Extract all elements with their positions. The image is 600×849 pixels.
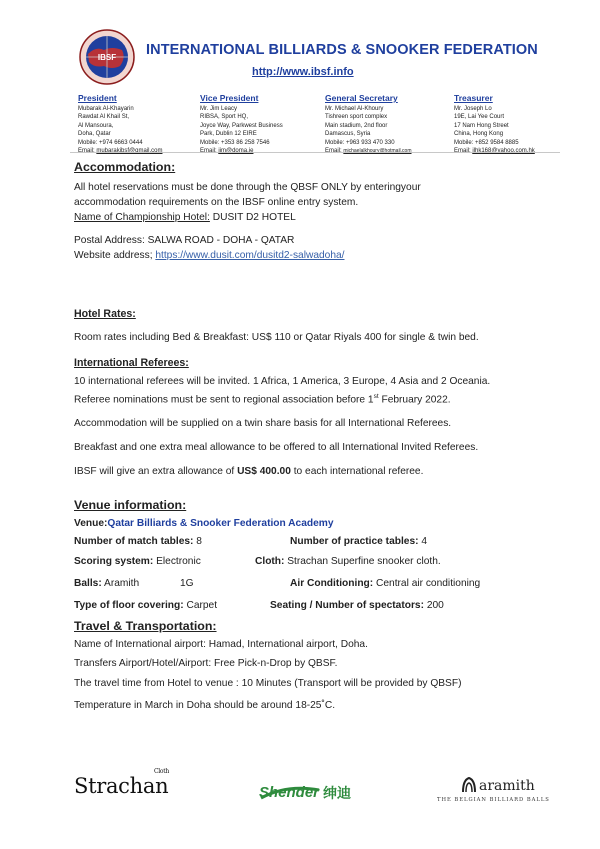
ac-label: Air Conditioning: [290,578,374,589]
aramith-emblem-icon [461,776,477,794]
officer-line: Mobile: +974 6663 0444 [78,139,143,146]
postal-address: Postal Address: SALWA ROAD - DOHA - QATAR [74,235,295,246]
strachan-cloth-label: Cloth [154,768,169,775]
venue-heading: Venue information: [74,498,187,512]
officer-line: Park, Dublin 12 EIRE [200,131,257,138]
ac-value: Central air conditioning [373,578,481,589]
accommodation-text-1: All hotel reservations must be done through the QBSF ONLY by enteringyour [74,182,421,193]
referees-text-2: Referee nominations must be sent to regional association before 1 [74,394,374,406]
referees-date-suffix: st [373,393,379,400]
officer-line: Doha, Qatar [78,131,111,138]
officer-line: Rawdat Al Khail St, [78,114,130,121]
shender-logo [257,780,357,809]
scoring-label: Scoring system: [74,556,154,567]
officer-vice-president [200,93,283,155]
officer-line: Mobile: +852 9584 8885 [454,139,519,146]
travel-temperature: Temperature in March in Doha should be around 18-25˚C. [74,700,336,711]
aramith-logo [437,776,550,803]
accommodation-text-2: accommodation requirements on the IBSF online entry system. [74,197,359,208]
email-label: Email: [78,148,97,155]
floor-label: Type of floor covering: [74,600,184,611]
ibsf-logo [78,28,136,86]
officer-email-link[interactable]: michaelalkhoury@hotmail.com [343,148,412,155]
scoring-value: Electronic [153,556,201,567]
officer-line: Mubarak Al-Khayarin [78,106,134,112]
travel-section [74,618,564,714]
email-label: Email: [454,148,473,155]
venue-label: Venue: [74,518,108,529]
hotel-rates-section [74,307,564,345]
officer-role: General Secretary [325,93,398,103]
hotel-rates-text: Room rates including Bed & Breakfast: US$ 110 or Qatar Riyals 400 for single & twin bed. [74,332,479,343]
hotel-label: Name of Championship Hotel: [74,212,210,223]
officer-line: Damascus, Syria [325,131,371,138]
officer-line: 17 Nam Hong Street [454,122,509,129]
venue-section [74,497,564,614]
aramith-name: aramith [479,778,535,794]
accommodation-section [74,160,564,263]
balls-grade: 1G [180,578,194,589]
allowance-text: IBSF will give an extra allowance of [74,466,238,478]
officer-line: Mr. Jim Leacy [200,106,238,112]
officer-line: Mr. Michael Al-Khoury [325,106,384,112]
officer-line: Mobile: +963 933 470 330 [325,139,395,146]
referees-section [74,356,564,479]
officer-president [78,93,162,155]
hotel-rates-heading: Hotel Rates: [74,308,136,320]
hotel-value: DUSIT D2 HOTEL [209,212,296,223]
seating-label: Seating / Number of spectators: [270,600,424,611]
shender-chinese: 绅迪 [323,786,351,802]
officer-role: Treasurer [454,93,493,103]
balls-label: Balls: [74,578,102,589]
officer-line: Mobile: +353 86 258 7546 [200,139,270,146]
strachan-name: Strachan [74,774,169,798]
officer-line: 19E, Lai Yee Court [454,114,505,121]
travel-airport: Name of International airport: Hamad, International airport, Doha. [74,639,368,650]
officer-role: President [78,93,117,103]
travel-heading: Travel & Transportation: [74,619,217,633]
referees-accommodation: Accommodation will be supplied on a twin share basis for all International Referees. [74,418,452,430]
hotel-website-link[interactable]: https://www.dusit.com/dusitd2-salwadoha/ [155,250,345,261]
allowance-amount: US$ 400.00 [237,466,291,478]
officer-line: Mr. Joseph Lo [454,106,492,112]
practice-tables-value: 4 [418,536,428,547]
officer-email-link[interactable]: mubarakibsf@gmail.com [96,148,163,155]
officer-line: RIBSA, Sport HQ, [200,114,249,121]
referees-heading: International Referees: [74,357,189,369]
cloth-value: Strachan Superfine snooker cloth. [284,556,441,567]
referees-text-2-end: February 2022. [378,394,451,406]
org-title: INTERNATIONAL BILLIARDS & SNOOKER FEDERATION [146,42,538,58]
logo-text: IBSF [97,53,117,62]
accommodation-heading: Accommodation: [74,160,176,174]
header-divider [70,152,560,153]
floor-value: Carpet [183,600,218,611]
officer-email-link[interactable]: jlhk168@yahoo.com.hk [472,148,535,155]
officer-line: Al Mansoura, [78,122,114,129]
referees-text-1: 10 international referees will be invited. 1 Africa, 1 America, 3 Europe, 4 Asia and 2 Oceania. [74,376,491,387]
allowance-text-end: to each international referee. [290,466,424,478]
balls-value: Aramith [101,578,140,589]
match-tables-value: 8 [193,536,202,547]
strachan-logo [74,768,169,798]
shender-name: Shender [259,784,320,801]
aramith-tagline: THE BELGIAN BILLIARD BALLS [437,797,550,803]
referees-breakfast: Breakfast and one extra meal allowance to be offered to all International Invited Referees. [74,442,479,454]
officer-line: Tishreen sport complex [325,114,388,121]
match-tables-label: Number of match tables: [74,536,194,547]
officer-line: China, Hong Kong [454,131,504,138]
officer-role: Vice President [200,93,259,103]
cloth-label: Cloth: [255,556,285,567]
website-label: Website address; [74,250,156,261]
seating-value: 200 [423,600,444,611]
org-website-link[interactable]: http://www.ibsf.info [252,66,354,78]
officer-treasurer [454,93,535,155]
email-label: Email: [200,148,219,155]
officer-line: Joyce Way, Parkwest Business [200,122,283,129]
venue-name: Qatar Billiards & Snooker Federation Academy [107,518,334,529]
travel-time: The travel time from Hotel to venue : 10 Minutes (Transport will be provided by QBSF) [74,678,462,689]
officer-email-link[interactable]: jim@doma.ie [218,148,254,155]
practice-tables-label: Number of practice tables: [290,536,419,547]
travel-transfers: Transfers Airport/Hotel/Airport: Free Pick-n-Drop by QBSF. [74,658,338,669]
officer-line: Main stadium, 2nd floor [325,122,388,129]
officer-general-secretary [325,93,412,155]
email-label: Email: [325,148,344,155]
